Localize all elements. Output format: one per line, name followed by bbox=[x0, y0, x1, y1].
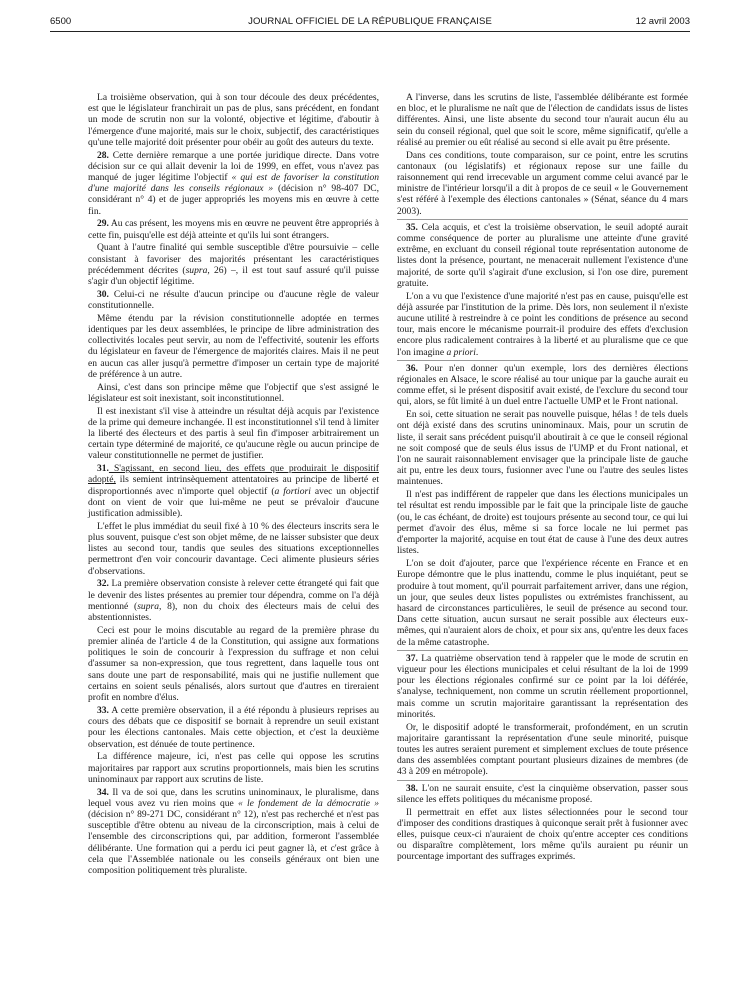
paragraph-text: L'on ne saurait ensuite, c'est la cinquième observation, passer sous silence les effets politiques du mécanisme proposé. bbox=[397, 782, 688, 805]
paragraph bbox=[88, 578, 379, 623]
paragraph-text: En soi, cette situation ne serait pas nouvelle puisque, hélas ! de tels duels ont déjà existé dans des scrutins uninominaux. Mais, pour un scrutin de liste, il serait sans précédent puisqu'il aboutirait à ce que le conseil régional ne soit composé que de seuls élus issus de l'UMP et du Front national, et l'on ne saurait raisonnablement envisager que la principale liste de gauche ait pu, entre les deux tours, fusionner avec l'une ou l'autre des seules listes maintenues. bbox=[397, 409, 688, 488]
paragraph bbox=[88, 289, 379, 311]
paragraph-text: L'on se doit d'ajouter, parce que l'expérience récente en France et en Europe démontre que le plus inattendu, comme le plus inquiétant, peut se produire à tout moment, qu'il pourrait parfaitement arriver, dans une région, un jour, que seules deux listes populistes ou extrémistes franchissent, au hasard de circonstances particulières, le seuil de présence au second tour. Dans cette situation, aucun sursaut ne serait possible aux électeurs eux-mêmes, qui n'auraient alors de choix, et pour six ans, qu'entre les deux faces de la même catastrophe. bbox=[397, 558, 688, 648]
paragraph-text: La première observation consiste à relever cette étrangeté qui fait que le devenir des listes présentes au premier tour dépendra, comme on l'a déjà mentionné ( bbox=[88, 578, 379, 612]
paragraph bbox=[88, 150, 379, 217]
paragraph-text: A cette première observation, il a été répondu à plusieurs reprises au cours des débats que ce dispositif se bornait à reprendre un seuil existant pour les élections cantonales. Mais cette objection, et c'est la deuxième observation, est dénuée de toute pertinence. bbox=[88, 704, 379, 750]
italic-text: « qui est de favoriser la constitution d'une majorité dans les conseils régionaux » bbox=[88, 172, 379, 195]
paragraph-text: Il n'est pas indifférent de rappeler que dans les élections municipales un tel résultat est rendu impossible par le fait que la principale liste de gauche (ou, le cas échéant, de droite) est toujours présente au second tour, ce qui lui permet d'avoir des élus, même si sa force locale ne lui permet pas d'emporter la majorité, acquise en tout état de cause à l'une des deux autres listes. bbox=[397, 489, 688, 557]
paragraph bbox=[88, 242, 379, 287]
journal-title: JOURNAL OFFICIEL DE LA RÉPUBLIQUE FRANÇAISE bbox=[248, 16, 492, 27]
paragraph-text: La différence majeure, ici, n'est pas celle qui oppose les scrutins majoritaires par rapport aux scrutins proportionnels, mais bien les scrutins uninominaux par rapport aux scrutins de liste. bbox=[88, 751, 379, 785]
paragraph-text: L'effet le plus immédiat du seuil fixé à 10 % des électeurs inscrits sera le plus souvent, puisque c'est son objet même, de ne laisser subsister que deux listes au second tour, tandis que seules des situations exceptionnelles permettront d'en voir concourir davantage. Ceci alimente plusieurs séries d'observations. bbox=[88, 520, 379, 577]
page-header bbox=[50, 16, 690, 30]
italic-text: « le fondement de la démocratie » bbox=[238, 797, 379, 809]
paragraph bbox=[397, 650, 688, 720]
paragraph-text: Cette dernière remarque a une portée juridique directe. Dans votre décision sur ce qui allait devenir la loi de 1999, en effet, vous n'avez pas manqué de juger légitime l'objectif bbox=[88, 149, 379, 184]
underlined-text: S'agissant, en second lieu, des effets que produirait le dispositif adopté, bbox=[88, 463, 379, 486]
paragraph-number: 37. bbox=[406, 652, 418, 664]
paragraph-text: Quant à l'autre finalité qui semble susceptible d'être poursuivie – celle consistant à favoriser des majorités présentant les caractéristiques précédemment décrites ( bbox=[88, 242, 379, 276]
page-number: 6500 bbox=[50, 16, 72, 27]
paragraph-text: Même étendu par la révision constitutionnelle adoptée en termes identiques par les deux assemblées, le principe de libre administration des collectivités locales peut servir, au nom de l'effectivité, soutenir les efforts du législateur en faveur de l'émergence de majorités claires. Mais il ne peut en aucun cas aller jusqu'à permettre d'imposer un certain type de majorité de préférence à un autre. bbox=[88, 312, 379, 380]
paragraph-number: 35. bbox=[406, 221, 418, 233]
paragraph-text: (décision n° 89-271 DC, considérant n° 12), n'est pas recherché et n'est pas susceptible d'être obtenu au niveau de la circonscription, mais à celui de l'ensemble des circonscriptions qui, par addition, formeront l'assemblée délibérante. Une formation qui a perdu ici peut gagner là, et c'est grâce à cela que l'Assemblée nationale ou les conseils généraux ont bien une composition politiquement très pluraliste. bbox=[88, 808, 379, 876]
paragraph-text: , 26) –, il est tout sauf assuré qu'il puisse s'agir d'un objectif légitime. bbox=[88, 264, 380, 288]
paragraph bbox=[397, 489, 688, 556]
paragraph-text: Or, le dispositif adopté le transformerait, profondément, en un scrutin majoritaire garantissant la représentation d'une seule minorité, puisque toutes les autres seraient purement et simplement exclues de toute présence dans des assemblées comptant pourtant plusieurs dizaines de membres (de 43 à 209 en métropole). bbox=[397, 721, 688, 778]
paragraph-text: La quatrième observation tend à rappeler que le mode de scrutin en vigueur pour les élections municipales et celui résultant de la loi de 1999 pour les élections régionales confirmé sur ce point par la loi déférée, s'analyse, techniquement, non comme un scrutin réellement proportionnel, mais comme un scrutin majoritaire garantissant la représentation des minorités. bbox=[397, 652, 688, 720]
paragraph bbox=[88, 92, 379, 148]
paragraph bbox=[88, 382, 379, 404]
paragraph-number: 28. bbox=[97, 149, 109, 161]
paragraph bbox=[88, 463, 379, 519]
paragraph-text: L'on a vu que l'existence d'une majorité n'est pas en cause, puisqu'elle est déjà assurée par l'institution de la prime. Dès lors, non seulement il n'existe aucune utilité à restreindre à ce point les conditions de présence au second tour, mais encore le mécanisme pourrait-il produire des effets d'exclusion encore plus radicalement contraires à la liberté et au pluralisme que ce que l'on imagine bbox=[397, 290, 688, 358]
paragraph bbox=[88, 218, 379, 240]
paragraph-text: Pour n'en donner qu'un exemple, lors des dernières élections régionales en Alsace, le score réalisé au tour unique par la gauche aurait eu comme effet, si le présent dispositif avait existé, de l'exclure du second tour qui, alors, se fût limité à un duel entre l'actuelle UMP et le Front national. bbox=[397, 362, 688, 408]
paragraph bbox=[88, 625, 379, 703]
paragraph-text: , 8), non du choix des électeurs mais de celui des abstentionnistes. bbox=[88, 600, 380, 624]
paragraph bbox=[397, 807, 688, 863]
paragraph-text: Il va de soi que, dans les scrutins uninominaux, le pluralisme, dans lequel vous avez vu rien moins que bbox=[88, 786, 379, 809]
paragraph bbox=[88, 705, 379, 750]
italic-text: a priori bbox=[446, 346, 476, 358]
paragraph-number: 38. bbox=[406, 782, 418, 794]
italic-text: supra bbox=[185, 264, 208, 276]
paragraph-text: Il est inexistant s'il vise à atteindre un résultat déjà acquis par l'existence de la prime qui demeure inchangée. Il est inconstitutionnel s'il tend à limiter la liberté des électeurs et des partis à seul fin d'imposer arbitrairement un certain type déterminé de majorité, ce qu'aucune règle ou aucun principe de valeur constitutionnelle ne permet de justifier. bbox=[88, 405, 379, 462]
paragraph-number: 30. bbox=[97, 288, 109, 300]
paragraph bbox=[397, 291, 688, 358]
paragraph bbox=[88, 751, 379, 785]
paragraph-text: La troisième observation, qui à son tour découle des deux précédentes, est que le législateur franchirait un pas de plus, sans précédent, en fondant un mode de scrutin non sur la volonté, objective et légitime, d'aboutir à l'émergence d'une majorité, mais sur le choix, subjectif, des caractéristiques qu'une telle majorité doit présenter pour obéir au goût des auteurs du texte. bbox=[88, 92, 379, 148]
paragraph bbox=[397, 780, 688, 805]
paragraph bbox=[88, 787, 379, 877]
paragraph-text: (décision n° 98-407 DC, considérant n° 4) et de juger appropriés les moyens mis en œuvre à cette fin. bbox=[88, 183, 380, 217]
header-rule bbox=[50, 31, 690, 32]
paragraph-text: Au cas présent, les moyens mis en œuvre ne peuvent être appropriés à cette fin, puisqu'elle est déjà atteinte et qu'ils lui sont étrangers. bbox=[88, 218, 379, 241]
paragraph bbox=[397, 219, 688, 289]
paragraph-text: Ainsi, c'est dans son principe même que l'objectif que s'est assigné le législateur est soit inexistant, soit inconstitutionnel. bbox=[88, 381, 379, 404]
paragraph bbox=[397, 409, 688, 487]
paragraph-text: . bbox=[475, 346, 479, 358]
italic-text: supra bbox=[137, 600, 159, 612]
paragraph bbox=[88, 313, 379, 380]
paragraph-number: 33. bbox=[97, 704, 109, 716]
paragraph-text: Il permettrait en effet aux listes sélectionnées pour le second tour d'imposer des conditions drastiques à quiconque serait prêt à fusionner avec elles, puisque ceux-ci n'auraient de choix qu'entre accepter ces conditions ou disparaître complètement, lors même qu'ils auraient pu réunir un pourcentage important des suffrages exprimés. bbox=[397, 806, 688, 863]
paragraph-number: 29. bbox=[97, 218, 109, 230]
paragraph-number: 34. bbox=[97, 786, 109, 798]
paragraph-number: 36. bbox=[406, 362, 418, 374]
italic-text: a fortiori bbox=[274, 485, 311, 497]
paragraph-text: A l'inverse, dans les scrutins de liste, l'assemblée délibérante est formée en bloc, et le pluralisme ne naît que de l'élection de candidats issus de listes différentes. Ainsi, une liste absente du second tour n'aurait aucun élu au sein du conseil régional, quel que soit le score, même significatif, qu'elle a réalisé au premier ou eût réalisé au second si elle avait pu être présente. bbox=[397, 92, 688, 148]
right-column bbox=[397, 92, 688, 864]
paragraph bbox=[397, 558, 688, 648]
paragraph bbox=[88, 521, 379, 577]
paragraph-text: avec un objectif dont on vient de voir que lui-même ne peut se prévaloir d'aucune justification admissible). bbox=[88, 485, 379, 520]
paragraph bbox=[397, 360, 688, 408]
publication-date: 12 avril 2003 bbox=[635, 16, 690, 27]
paragraph bbox=[397, 150, 688, 217]
paragraph-text: Celui-ci ne résulte d'aucun principe ou d'aucune règle de valeur constitutionnelle. bbox=[88, 288, 379, 312]
left-column bbox=[88, 92, 379, 878]
paragraph bbox=[397, 92, 688, 148]
paragraph-text: Cela acquis, et c'est la troisième observation, le seuil adopté aurait comme conséquence de porter au pluralisme une atteinte d'une gravité extrême, en excluant du conseil régional toute représentation autonome de listes dont la présence, pourtant, ne menacerait nullement l'existence d'une majorité, de sorte qu'il s'agirait d'une exclusion, si l'on ose dire, purement gratuite. bbox=[397, 221, 688, 289]
paragraph-text: Dans ces conditions, toute comparaison, sur ce point, entre les scrutins cantonaux (ou législatifs) et régionaux repose sur une faille du raisonnement qui rend irrecevable un argument comme celui avancé par le ministre de l'intérieur lorsqu'il a dit à propos de ce seuil « le Gouvernement s'est référé à l'exemple des élections cantonales » (Sénat, séance du 4 mars 2003). bbox=[397, 149, 688, 217]
paragraph-number: 31. bbox=[97, 463, 109, 475]
paragraph-number: 32. bbox=[97, 578, 109, 590]
paragraph-text: ils semient intrinsèquement attentatoires au principe de liberté et disproportionnés avec n'importe quel objectif ( bbox=[88, 474, 379, 497]
paragraph bbox=[88, 406, 379, 462]
paragraph bbox=[397, 722, 688, 778]
paragraph-text: Ceci est pour le moins discutable au regard de la première phrase du premier alinéa de l'article 4 de la Constitution, qui assigne aux formations politiques le soin de concourir à l'expression du suffrage et non celui d'assumer sa non-expression, que tous regrettent, dans laquelle tous ont sans doute une part de responsabilité, mais qui ne justifie nullement que certains en soient seuls pénalisés, alors surtout que d'autres en tireraient profit en nombre d'élus. bbox=[88, 624, 379, 704]
